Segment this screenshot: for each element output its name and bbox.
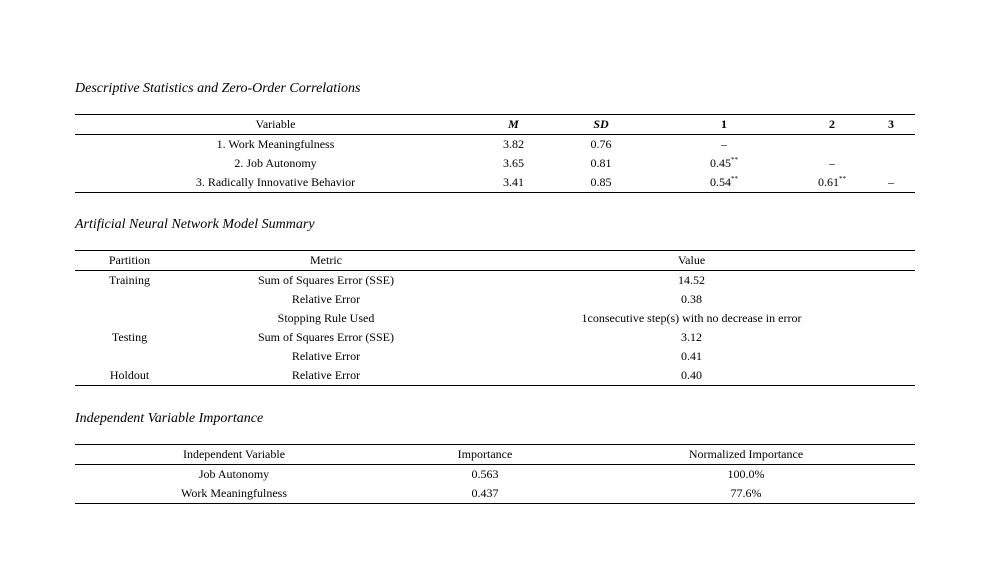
table-header-row (75, 445, 915, 465)
table-row (75, 347, 915, 366)
col-header-value: Value (677, 253, 706, 267)
table-row (75, 154, 915, 173)
normalized-importance-cell: 100.0% (727, 467, 765, 481)
metric-cell: Relative Error (291, 292, 361, 306)
corr3-cell: – (888, 175, 894, 189)
variable-importance-table (75, 444, 915, 504)
col-header-sd: SD (593, 117, 609, 131)
table-row (75, 173, 915, 193)
table3-title: Independent Variable Importance (75, 411, 264, 426)
importance-cell: 0.563 (471, 467, 499, 481)
table-header-row (75, 115, 915, 135)
table-header-row (75, 251, 915, 271)
col-header-metric: Metric (310, 253, 342, 267)
partition-cell: Testing (111, 330, 148, 344)
value-cell: 0.40 (681, 368, 702, 382)
table-row (75, 309, 915, 328)
metric-cell: Relative Error (291, 349, 361, 363)
col-header-independent-variable: Independent Variable (182, 447, 286, 461)
value-cell: 1consecutive step(s) with no decrease in error (581, 311, 802, 325)
corr3-cell (867, 154, 915, 173)
table-row (75, 465, 915, 485)
col-header-importance: Importance (457, 447, 513, 461)
table-row (75, 366, 915, 386)
col-header-normalized-importance: Normalized Importance (688, 447, 804, 461)
descriptive-statistics-table (75, 114, 915, 193)
corr2-cell: 0.61** (818, 175, 846, 189)
variable-cell: Job Autonomy (198, 467, 270, 481)
corr2-cell: – (829, 156, 835, 170)
variable-cell: 2. Job Autonomy (234, 156, 317, 170)
col-header-corr-2: 2 (829, 117, 835, 131)
value-cell: 14.52 (678, 273, 705, 287)
metric-cell: Sum of Squares Error (SSE) (258, 273, 394, 287)
partition-cell (75, 309, 184, 328)
variable-cell: Work Meaningfulness (180, 486, 287, 500)
value-cell: 0.38 (681, 292, 702, 306)
table1-title: Descriptive Statistics and Zero-Order Correlations (75, 81, 361, 96)
metric-cell: Sum of Squares Error (SSE) (258, 330, 394, 344)
corr1-cell: 0.45** (710, 156, 738, 170)
value-cell: 3.12 (681, 330, 702, 344)
metric-cell: Stopping Rule Used (277, 311, 375, 325)
corr2-cell (797, 135, 867, 155)
table-row (75, 290, 915, 309)
col-header-partition: Partition (108, 253, 151, 267)
partition-cell (75, 347, 184, 366)
mean-cell: 3.41 (503, 175, 524, 189)
table-row (75, 328, 915, 347)
table2-title: Artificial Neural Network Model Summary (75, 217, 315, 232)
sd-cell: 0.76 (590, 137, 612, 151)
partition-cell: Holdout (109, 368, 150, 382)
corr3-cell (867, 135, 915, 155)
col-header-corr-3: 3 (888, 117, 894, 131)
variable-cell: 3. Radically Innovative Behavior (195, 175, 356, 189)
mean-cell: 3.82 (503, 137, 524, 151)
col-header-corr-1: 1 (721, 117, 727, 131)
partition-cell: Training (109, 273, 150, 287)
value-cell: 0.41 (681, 349, 702, 363)
table-row (75, 484, 915, 504)
table-row (75, 271, 915, 291)
ann-model-summary-table (75, 250, 915, 386)
corr1-cell: 0.54** (710, 175, 738, 189)
table-row (75, 135, 915, 155)
sd-cell: 0.85 (590, 175, 612, 189)
col-header-mean: M (508, 117, 519, 131)
importance-cell: 0.437 (471, 486, 499, 500)
variable-cell: 1. Work Meaningfulness (216, 137, 335, 151)
partition-cell (75, 290, 184, 309)
corr1-cell: – (721, 137, 727, 151)
metric-cell: Relative Error (291, 368, 361, 382)
sd-cell: 0.81 (590, 156, 612, 170)
col-header-variable: Variable (255, 117, 296, 131)
normalized-importance-cell: 77.6% (730, 486, 762, 500)
mean-cell: 3.65 (503, 156, 524, 170)
